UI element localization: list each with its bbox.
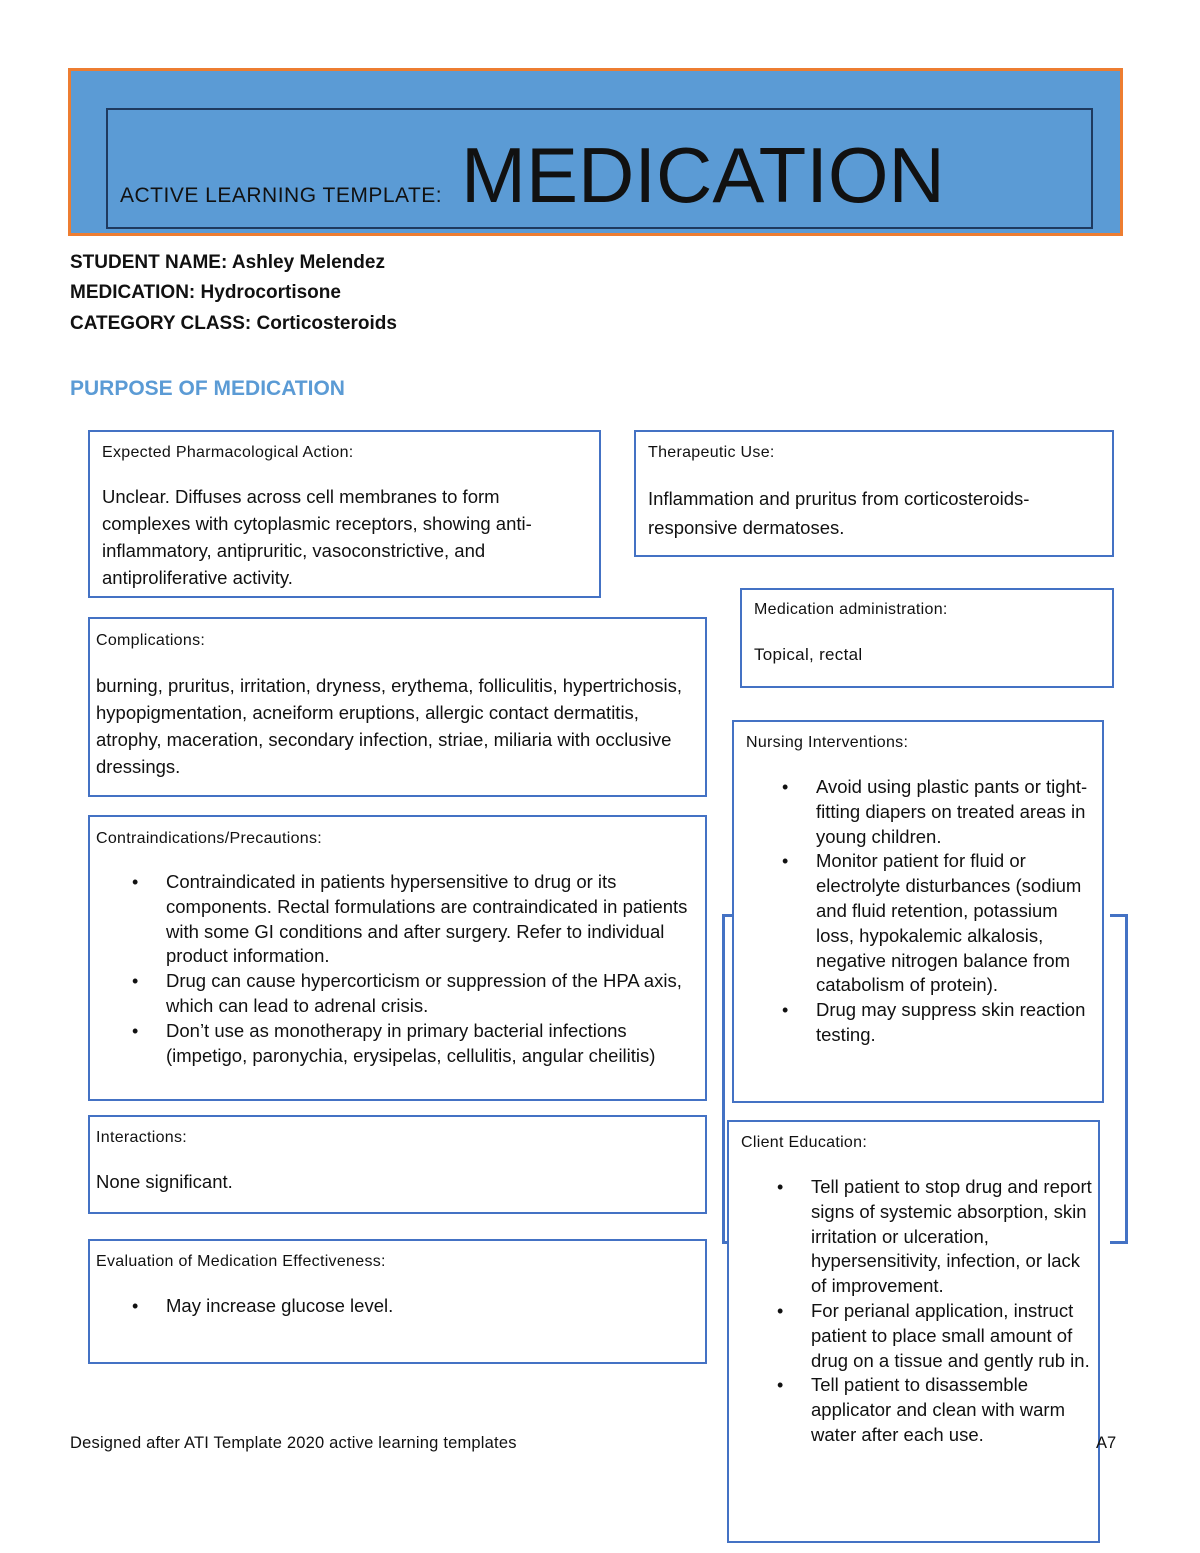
student-name-line: [70, 252, 385, 274]
administration-title: Medication administration:: [754, 601, 948, 618]
list-item: • Contraindicated in patients hypersensitive to drug or its components. Rectal formulations are contraindicated in patients with some GI conditions and after surgery. Refer to individual product information.: [166, 870, 691, 969]
template-label: ACTIVE LEARNING TEMPLATE:: [120, 184, 443, 207]
category-value: Corticosteroids: [256, 313, 397, 334]
client-education-list: [745, 1175, 1092, 1448]
complications-box: [88, 617, 707, 797]
contraindications-box: [88, 815, 707, 1101]
client-education-title: Client Education:: [741, 1134, 868, 1151]
complications-title: Complications:: [96, 632, 206, 649]
medication-value: Hydrocortisone: [200, 282, 341, 303]
therapeutic-use-body: Inflammation and pruritus from corticosteroids- responsive dermatoses.: [648, 488, 1030, 538]
nursing-interventions-list: [750, 775, 1094, 1048]
interactions-body: None significant.: [96, 1171, 233, 1192]
pharmacological-action-title: Expected Pharmacological Action:: [102, 444, 354, 461]
interactions-box: [88, 1115, 707, 1214]
list-item: • Drug may suppress skin reaction testing.: [816, 998, 1094, 1048]
evaluation-title: Evaluation of Medication Effectiveness:: [96, 1253, 386, 1270]
nursing-interventions-title: Nursing Interventions:: [746, 734, 909, 751]
complications-body: burning, pruritus, irritation, dryness, erythema, folliculitis, hypertrichosis, hypopigmentation, acneiform eruptions, allergic contact dermatitis, atrophy, maceration, secondary infection, striae, miliaria with occlusive dressings.: [96, 675, 683, 777]
therapeutic-use-box: [634, 430, 1114, 557]
student-name-value: Ashley Melendez: [231, 252, 385, 273]
client-education-box: [727, 1120, 1100, 1543]
list-item: • May increase glucose level.: [166, 1294, 691, 1319]
list-item: • Drug can cause hypercorticism or suppression of the HPA axis, which can lead to adrenal crisis.: [166, 969, 691, 1019]
pharmacological-action-body: Unclear. Diffuses across cell membranes to form complexes with cytoplasmic receptors, showing anti-inflammatory, antipruritic, vasoconstrictive, and antiproliferative activity.: [102, 486, 532, 588]
evaluation-list: [100, 1294, 691, 1319]
right-bracket: [1110, 914, 1128, 1244]
template-type-title: MEDICATION: [461, 131, 945, 219]
category-label: CATEGORY CLASS:: [70, 313, 252, 334]
list-item: • Tell patient to stop drug and report signs of systemic absorption, skin irritation or ulceration, hypersensitivity, infection, or lack of improvement.: [811, 1175, 1092, 1299]
medication-label: MEDICATION:: [70, 282, 196, 303]
section-title: PURPOSE OF MEDICATION: [70, 377, 345, 400]
contraindications-list: [100, 870, 691, 1068]
list-item: • Don’t use as monotherapy in primary bacterial infections (impetigo, paronychia, erysipelas, cellulitis, angular cheilitis): [166, 1019, 691, 1069]
list-item: • Tell patient to disassemble applicator and clean with warm water after each use.: [811, 1373, 1092, 1447]
list-item: • For perianal application, instruct patient to place small amount of drug on a tissue and gently rub in.: [811, 1299, 1092, 1373]
list-item: • Monitor patient for fluid or electrolyte disturbances (sodium and fluid retention, potassium loss, hypokalemic alkalosis, negative nitrogen balance from catabolism of protein).: [816, 849, 1094, 998]
contraindications-title: Contraindications/Precautions:: [96, 830, 323, 847]
student-name-label: STUDENT NAME:: [70, 252, 228, 273]
medication-line: [70, 282, 341, 304]
evaluation-box: [88, 1239, 707, 1364]
nursing-interventions-box: [732, 720, 1104, 1103]
administration-body: Topical, rectal: [754, 645, 863, 664]
therapeutic-use-title: Therapeutic Use:: [648, 444, 775, 461]
category-line: [70, 313, 397, 335]
interactions-title: Interactions:: [96, 1129, 188, 1146]
footer-text: Designed after ATI Template 2020 active learning templates: [70, 1434, 517, 1452]
footer-page-code: A7: [1096, 1434, 1117, 1452]
list-item: • Avoid using plastic pants or tight-fitting diapers on treated areas in young children.: [816, 775, 1094, 849]
administration-box: [740, 588, 1114, 688]
pharmacological-action-box: [88, 430, 601, 598]
